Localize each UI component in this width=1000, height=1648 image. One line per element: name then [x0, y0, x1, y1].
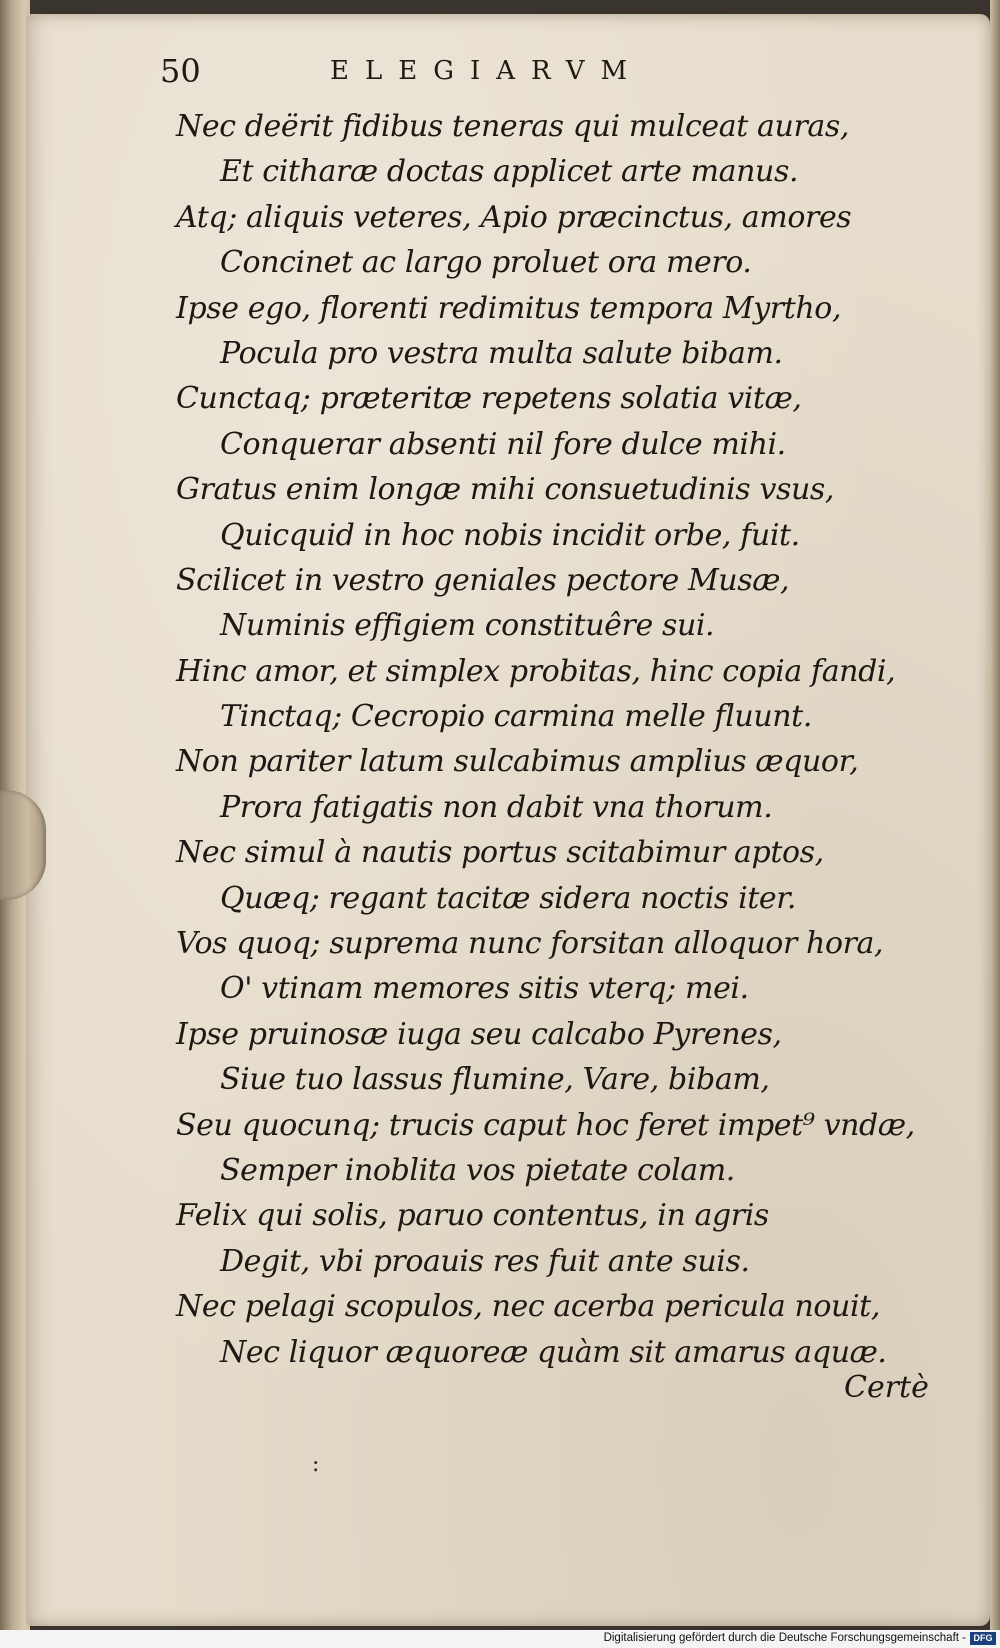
- verse-line: Hinc amor, et simplex probitas, hinc copia fandi,: [176, 653, 896, 689]
- verse-line: Tinctaq; Cecropio carmina melle fluunt.: [220, 699, 812, 735]
- verse-line: Scilicet in vestro geniales pectore Musæ,: [176, 562, 790, 598]
- verse-line: Et citharæ doctas applicet arte manus.: [220, 154, 799, 190]
- verse-line: Nec pelagi scopulos, nec acerba pericula nouit,: [176, 1289, 880, 1325]
- verse-line: Nec simul à nautis portus scitabimur aptos,: [176, 835, 824, 871]
- catchword: Certè: [844, 1370, 929, 1405]
- page-number: 50: [160, 52, 201, 90]
- verse-line: Prora fatigatis non dabit vna thorum.: [220, 789, 773, 825]
- verse-line: Non pariter latum sulcabimus amplius æquor,: [176, 744, 859, 780]
- verse-line: Gratus enim longæ mihi consuetudinis vsus,: [176, 472, 835, 508]
- verse-line: Cunctaq; præteritæ repetens solatia vitæ,: [176, 381, 802, 417]
- verse-line: Concinet ac largo proluet ora mero.: [220, 245, 752, 281]
- page-header: [160, 52, 780, 92]
- running-title: ELEGIARVM: [330, 56, 644, 86]
- ink-mark: :: [312, 1452, 320, 1477]
- verse-line: Vos quoq; suprema nunc forsitan alloquor hora,: [176, 926, 884, 962]
- verse-line: Semper inoblita vos pietate colam.: [220, 1152, 735, 1188]
- verse-line: Degit, vbi proauis res fuit ante suis.: [220, 1243, 750, 1279]
- verse-line: Nec liquor æquoreæ quàm sit amarus aquæ.: [220, 1334, 887, 1370]
- verse-line: Quæq; regant tacitæ sidera noctis iter.: [220, 880, 797, 916]
- verse-line: Numinis effigiem constituêre sui.: [220, 608, 715, 644]
- book-fore-edge: [990, 0, 1000, 1630]
- verse-line: Ipse ego, florenti redimitus tempora Myrtho,: [176, 290, 842, 326]
- poem-text: [176, 104, 936, 1375]
- verse-line: Nec deërit fidibus teneras qui mulceat auras,: [176, 109, 849, 144]
- verse-line: Ipse pruinosæ iuga seu calcabo Pyrenes,: [176, 1016, 782, 1052]
- verse-line: Quicquid in hoc nobis incidit orbe, fuit.: [220, 517, 800, 553]
- dfg-logo: DFG: [970, 1632, 996, 1645]
- verse-line: Pocula pro vestra multa salute bibam.: [220, 335, 783, 371]
- verse-line: Conquerar absenti nil fore dulce mihi.: [220, 426, 786, 462]
- verse-line: Felix qui solis, paruo contentus, in agris: [176, 1198, 769, 1234]
- verse-line: O' vtinam memores sitis vterq; mei.: [220, 971, 749, 1007]
- funding-credit: Digitalisierung gefördert durch die Deutsche Forschungsgemeinschaft -: [603, 1632, 966, 1644]
- verse-line: Seu quocunq; trucis caput hoc feret impet⁹ vndæ,: [176, 1107, 915, 1143]
- verse-line: Siue tuo lassus flumine, Vare, bibam,: [220, 1062, 770, 1098]
- verse-line: Atq; aliquis veteres, Apio præcinctus, amores: [176, 199, 852, 235]
